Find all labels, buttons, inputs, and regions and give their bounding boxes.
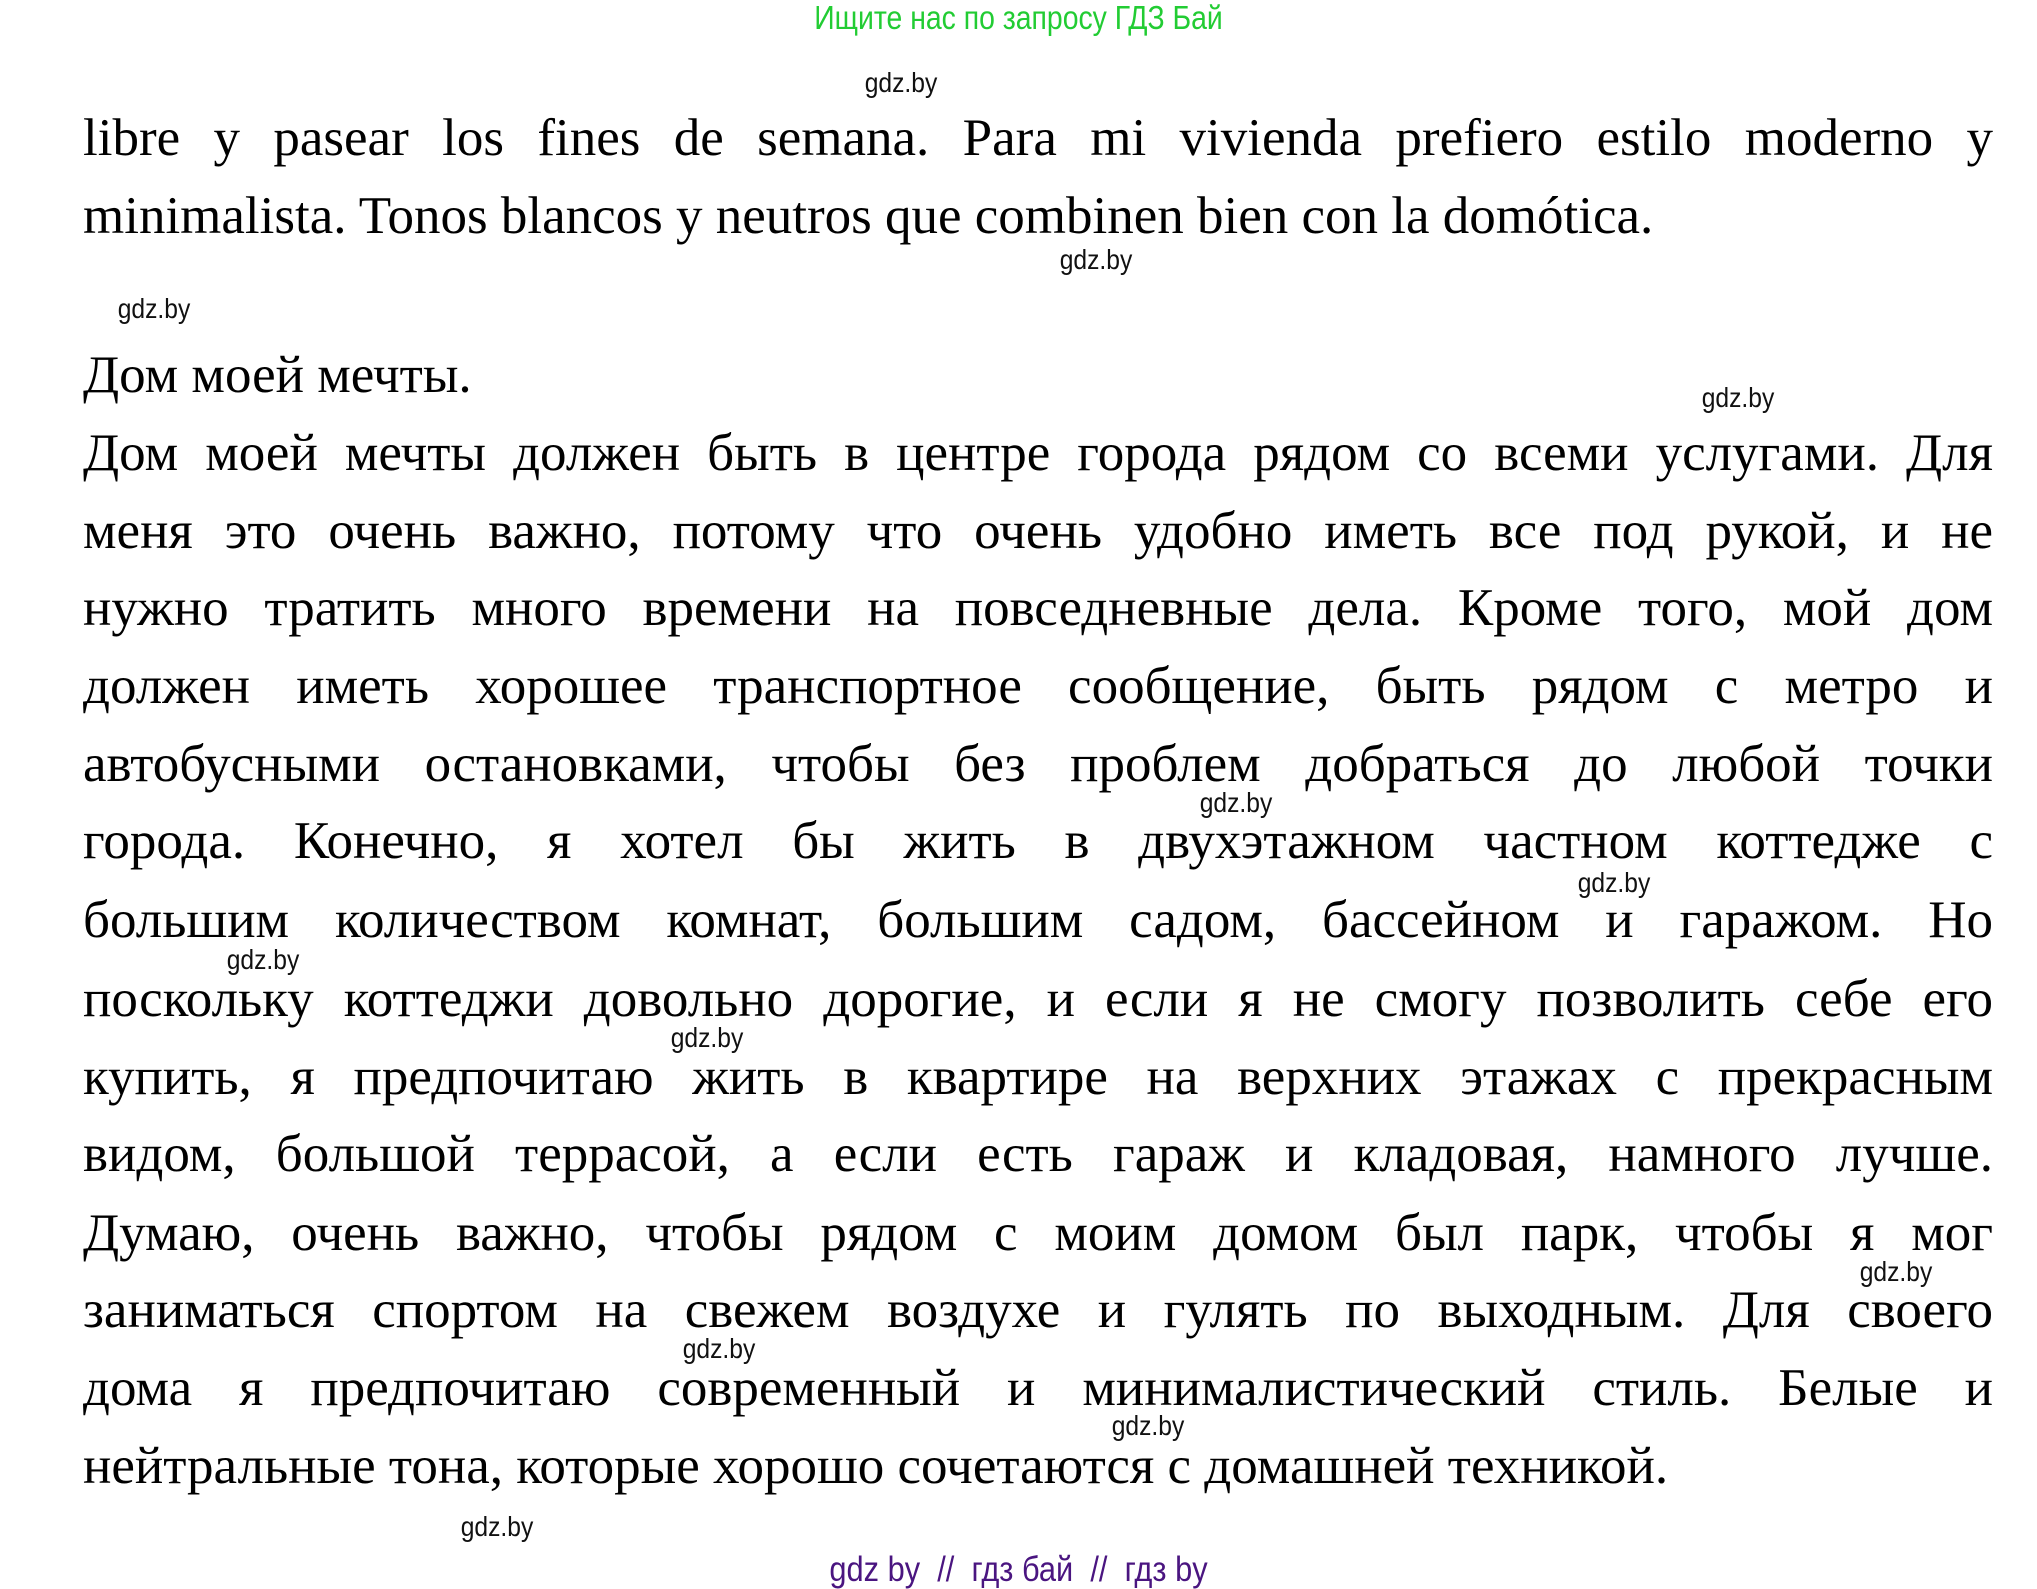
watermark: gdz.by [117,293,191,324]
russian-line: купить, я предпочитаю жить в квартире на верхних этажах с прекрасным [83,1048,1993,1106]
watermark: gdz.by [864,67,938,98]
watermark: gdz.by [1111,1410,1185,1441]
spanish-line: libre y pasear los fines de semana. Para mi vivienda prefiero estilo moderno y [83,109,1993,167]
russian-line: меня это очень важно, потому что очень удобно иметь все под рукой, и не [83,502,1993,560]
russian-line: видом, большой террасой, а если есть гараж и кладовая, намного лучше. [83,1125,1993,1183]
russian-title: Дом моей мечты. [83,346,472,404]
russian-line: нейтральные тона, которые хорошо сочетаются с домашней техникой. [83,1437,1669,1495]
spanish-line: minimalista. Tonos blancos y neutros que combinen bien con la domótica. [83,187,1654,245]
russian-line: должен иметь хорошее транспортное сообщение, быть рядом с метро и [83,657,1993,715]
footer-links: gdz by // гдз бай // гдз by [829,1550,1208,1589]
watermark: gdz.by [1059,244,1133,275]
watermark: gdz.by [682,1333,756,1364]
russian-line: дома я предпочитаю современный и минималистический стиль. Белые и [83,1359,1993,1417]
watermark: gdz.by [1199,787,1273,818]
russian-line: города. Конечно, я хотел бы жить в двухэтажном частном коттедже с [83,812,1993,870]
russian-line: поскольку коттеджи довольно дорогие, и если я не смогу позволить себе его [83,970,1993,1028]
watermark: gdz.by [460,1511,534,1542]
watermark: gdz.by [1577,867,1651,898]
search-banner: Ищите нас по запросу ГДЗ Бай [814,0,1223,36]
russian-line: Дом моей мечты должен быть в центре города рядом со всеми услугами. Для [83,424,1993,482]
watermark: gdz.by [670,1022,744,1053]
russian-line: большим количеством комнат, большим садом, бассейном и гаражом. Но [83,891,1993,949]
russian-line: нужно тратить много времени на повседневные дела. Кроме того, мой дом [83,579,1993,637]
russian-line: автобусными остановками, чтобы без проблем добраться до любой точки [83,735,1993,793]
russian-line: Думаю, очень важно, чтобы рядом с моим домом был парк, чтобы я мог [83,1204,1993,1262]
watermark: gdz.by [1859,1256,1933,1287]
russian-line: заниматься спортом на свежем воздухе и гулять по выходным. Для своего [83,1281,1993,1339]
watermark: gdz.by [1701,382,1775,413]
watermark: gdz.by [226,944,300,975]
